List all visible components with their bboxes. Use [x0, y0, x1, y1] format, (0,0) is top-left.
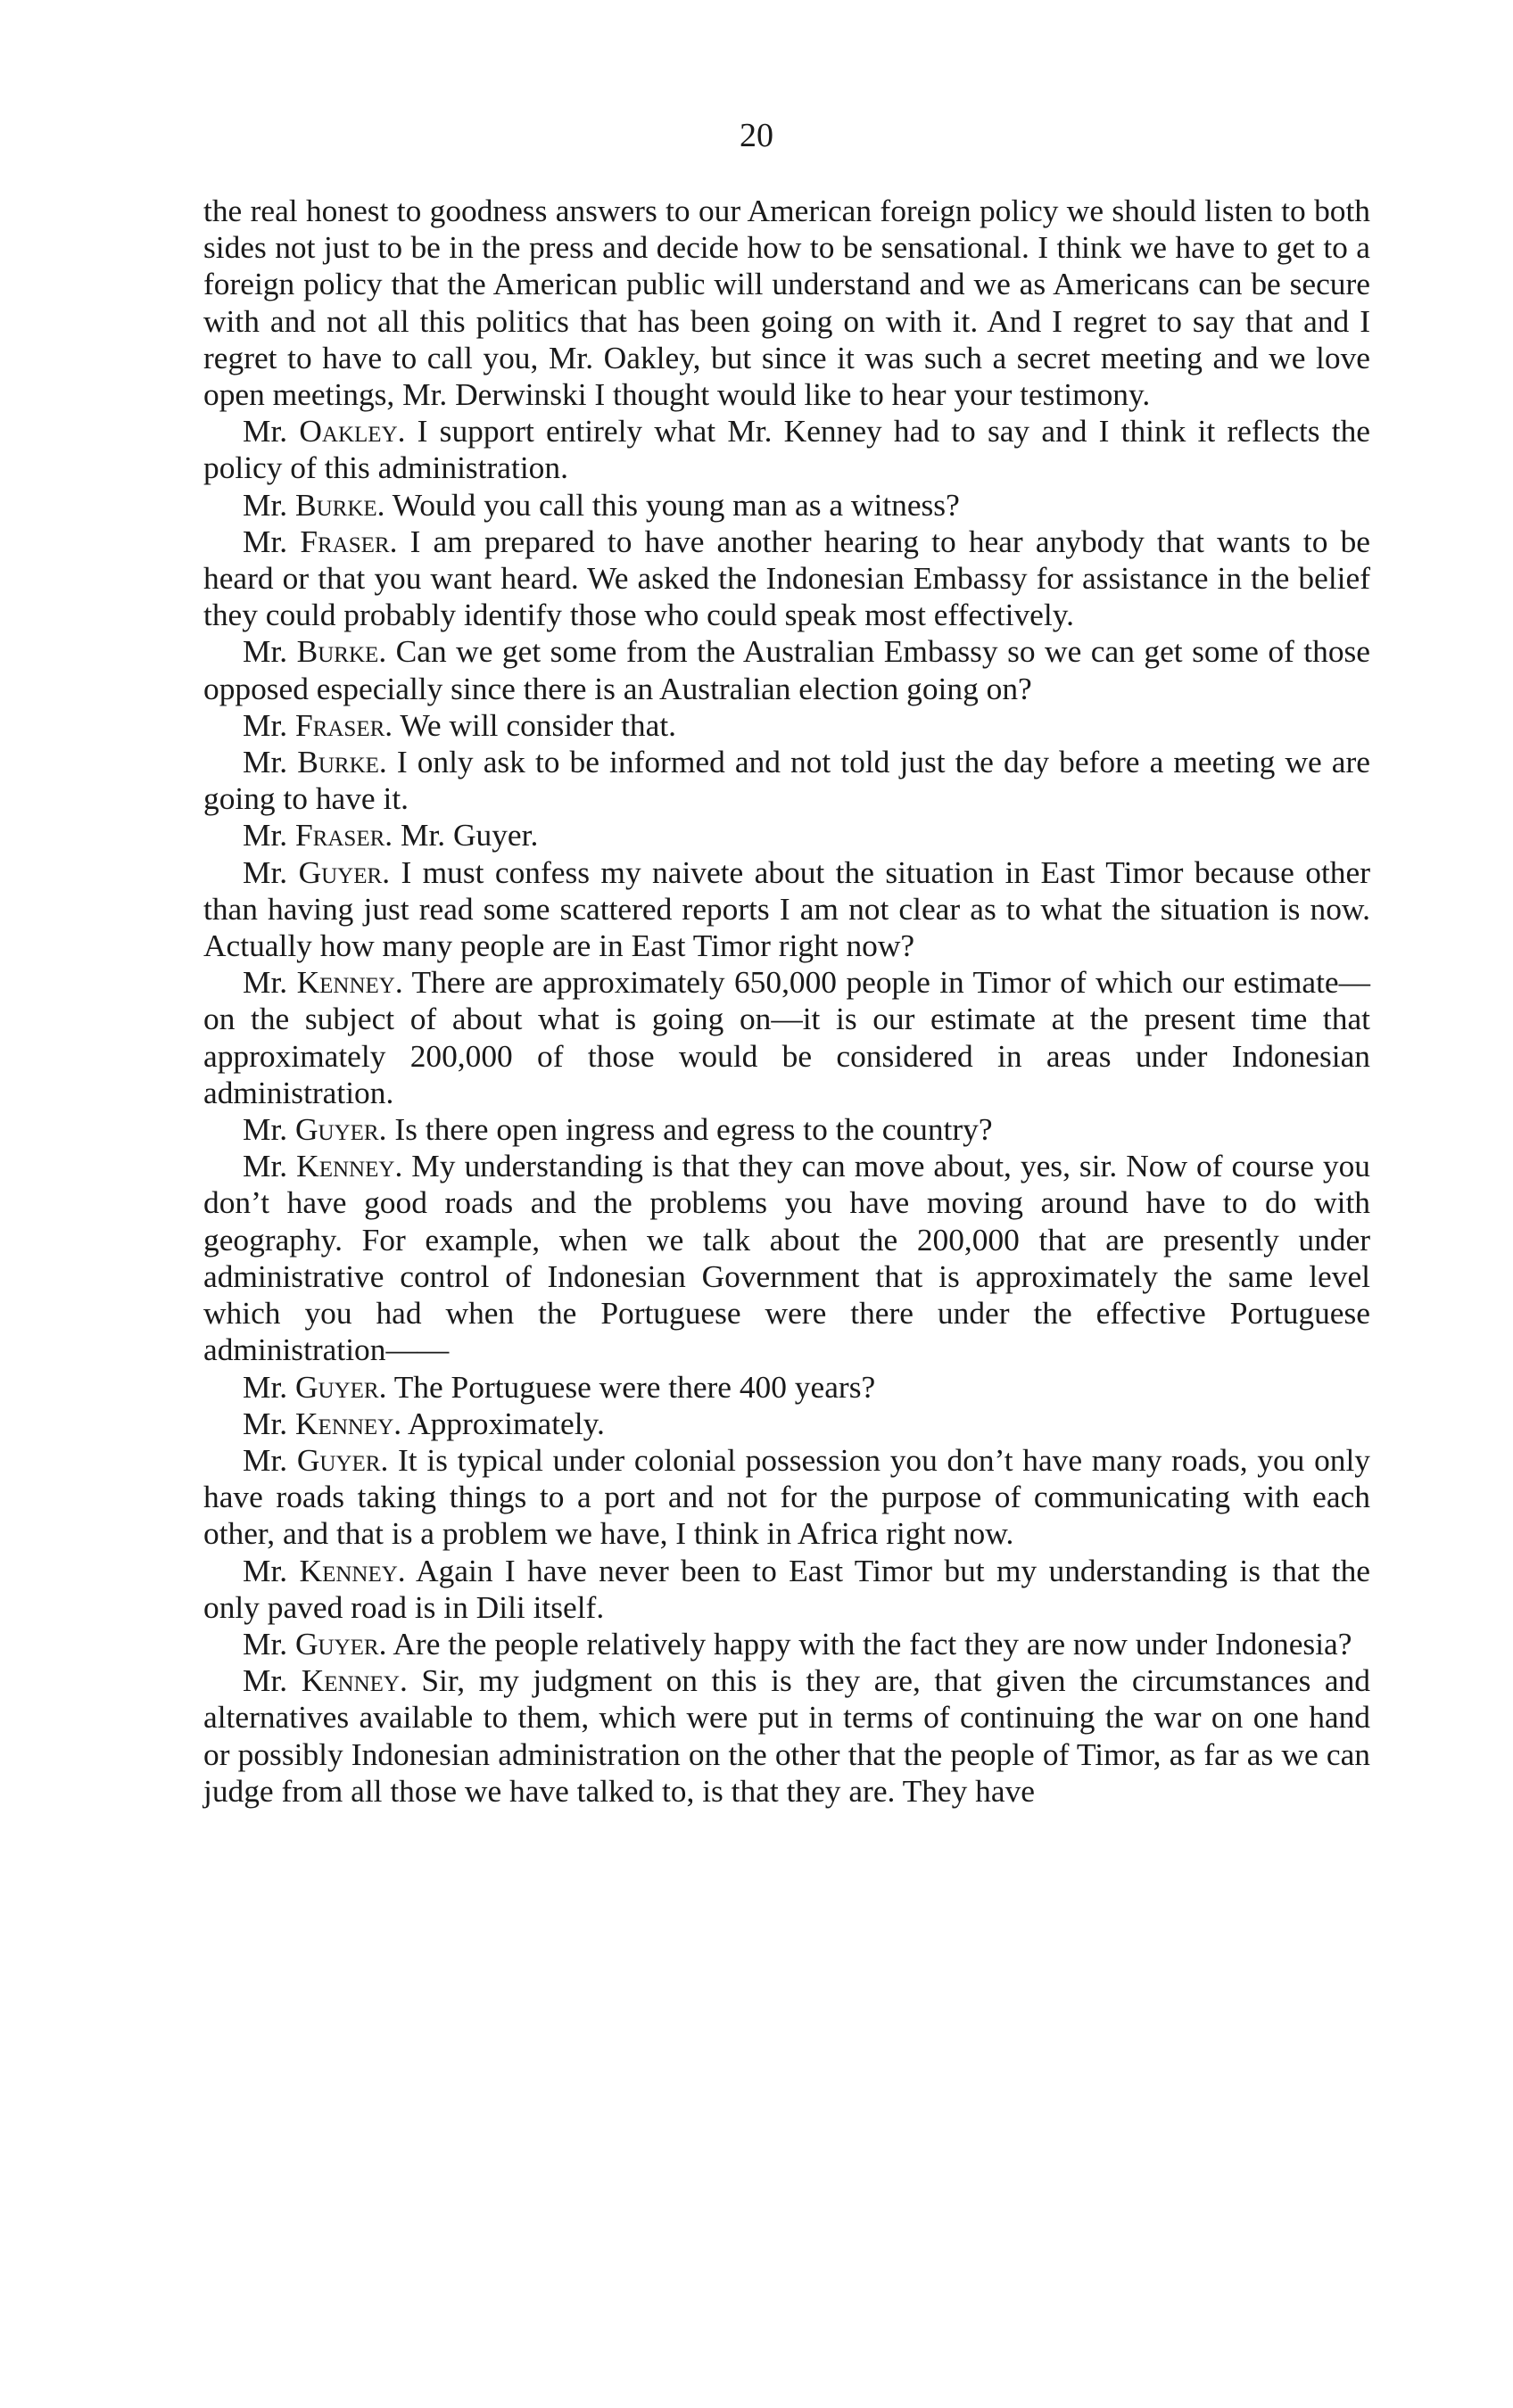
speaker-name: Kenney: [299, 1552, 398, 1588]
speaker-label: Mr. Burke.: [243, 744, 387, 780]
speaker-name: Kenney: [295, 1405, 394, 1441]
speaker-label: Mr. Oakley.: [243, 413, 406, 449]
page-number: 20: [740, 117, 773, 154]
paragraph-text: There are approximately 650,000 people in Timor of which our estimate—on the subject of about what is going on—it is our estimate at the present time that approximately 200,000 of those would be considered in areas under Indonesian administration.: [203, 964, 1370, 1110]
speaker-name: Burke: [296, 633, 379, 670]
paragraph-text: Is there open ingress and egress to the country?: [386, 1111, 993, 1148]
speech-paragraph: [203, 1553, 1370, 1626]
continuation-paragraph: [203, 193, 1370, 413]
speaker-name: Kenney: [296, 1148, 395, 1184]
speaker-label: Mr. Kenney.: [243, 1662, 408, 1699]
paragraph-text: Approximately.: [401, 1405, 605, 1441]
paragraph-text: I only ask to be informed and not told just the day before a meeting we are going to have it.: [203, 744, 1370, 817]
paragraph-text: Again I have never been to East Timor but my understanding is that the only paved road is in Dili itself.: [203, 1552, 1371, 1625]
paragraph-text: Are the people relatively happy with the fact they are now under Indonesia?: [386, 1625, 1352, 1662]
speech-paragraph: [203, 1442, 1370, 1553]
speaker-label: Mr. Guyer.: [243, 1625, 387, 1662]
speech-paragraph: [203, 524, 1370, 634]
paragraph-text: I am prepared to have another hearing to hear anybody that wants to be heard or that you want heard. We asked the Indonesian Embassy for assistance in the belief they could probably identify those who could speak most effectively.: [203, 523, 1370, 633]
speech-paragraph: [203, 633, 1370, 706]
speaker-name: Fraser: [295, 706, 385, 743]
speech-paragraph: [203, 744, 1370, 817]
speech-paragraph: [203, 1406, 1370, 1442]
speaker-name: Burke: [297, 744, 379, 780]
speaker-label: Mr. Fraser.: [243, 523, 398, 559]
speaker-label: Mr. Guyer.: [243, 1111, 387, 1148]
paragraph-text: We will consider that.: [393, 706, 677, 743]
speaker-name: Guyer: [295, 1368, 379, 1405]
speech-paragraph: [203, 964, 1370, 1111]
speaker-name: Fraser: [300, 523, 390, 559]
paragraph-text: I must confess my naivete about the situation in East Timor because other than having just read some scattered reports I am not clear as to what the situation is now. Actually how many people are in East Timor right now?: [203, 854, 1370, 964]
paragraph-text: The Portuguese were there 400 years?: [386, 1368, 876, 1405]
speech-paragraph: [203, 854, 1370, 965]
speaker-label: Mr. Guyer.: [243, 1368, 387, 1405]
paragraph-text: Can we get some from the Australian Embassy so we can get some of those opposed especially since there is an Australian election going on?: [203, 633, 1370, 706]
speech-paragraph: [203, 817, 1370, 854]
speaker-name: Guyer: [296, 1441, 381, 1478]
speech-paragraph: [203, 1626, 1370, 1662]
paragraph-text: Mr. Guyer.: [393, 817, 539, 854]
speaker-label: Mr. Fraser.: [243, 817, 393, 854]
paragraph-text: It is typical under colonial possession you don’t have many roads, you only have roads taking things to a port and not for the purpose of communicating with each other, and that is a problem we have, I think in Africa right now.: [203, 1441, 1370, 1552]
paragraph-text: My understanding is that they can move about, yes, sir. Now of course you don’t have good roads and the problems you have moving around have to do with geography. For example, when we talk about the 200,000 that are presently under administrative control of Indonesian Government that is approximately the same level which you had when the Portuguese were there under the effective Portuguese administration——: [203, 1148, 1371, 1368]
speaker-label: Mr. Fraser.: [243, 706, 393, 743]
speaker-label: Mr. Burke.: [243, 633, 387, 670]
speaker-name: Guyer: [298, 854, 383, 890]
paragraph-text: I support entirely what Mr. Kenney had to say and I think it reflects the policy of this administration.: [203, 413, 1370, 486]
paragraph-text: the real honest to goodness answers to our American foreign policy we should listen to both sides not just to be in the press and decide how to be sensational. I think we have to get to a foreign policy that the American public will understand and we as Americans can be secure with and not all this politics that has been going on with it. And I regret to say that and I regret to have to call you, Mr. Oakley, but since it was such a secret meeting and we love open meetings, Mr. Derwinski I thought would like to hear your testimony.: [203, 193, 1370, 413]
speaker-label: Mr. Kenney.: [243, 964, 403, 1001]
speaker-name: Guyer: [295, 1111, 379, 1148]
speaker-label: Mr. Guyer.: [243, 1441, 389, 1478]
speech-paragraph: [203, 1148, 1370, 1368]
speech-paragraph: [203, 413, 1370, 486]
speaker-name: Oakley: [299, 413, 398, 449]
speech-paragraph: [203, 1111, 1370, 1148]
speech-paragraph: [203, 1662, 1370, 1810]
speaker-name: Burke: [295, 486, 377, 523]
speaker-label: Mr. Burke.: [243, 486, 385, 523]
speaker-label: Mr. Kenney.: [243, 1552, 406, 1588]
speaker-name: Guyer: [295, 1625, 379, 1662]
speech-paragraph: [203, 1369, 1370, 1406]
speaker-name: Kenney: [301, 1662, 400, 1699]
paragraph-text: Sir, my judgment on this is they are, that given the circumstances and alternatives available to them, which were put in terms of continuing the war on one hand or possibly Indonesian administration on the other that the people of Timor, as far as we can judge from all those we have talked to, is that they are. They have: [203, 1662, 1370, 1809]
speaker-label: Mr. Kenney.: [243, 1148, 403, 1184]
speaker-name: Kenney: [296, 964, 395, 1001]
speaker-label: Mr. Kenney.: [243, 1405, 402, 1441]
body-text: [203, 193, 1370, 1810]
speech-paragraph: [203, 487, 1370, 524]
speaker-label: Mr. Guyer.: [243, 854, 391, 890]
speaker-name: Fraser: [295, 817, 385, 854]
speech-paragraph: [203, 707, 1370, 744]
paragraph-text: Would you call this young man as a witness?: [384, 486, 960, 523]
